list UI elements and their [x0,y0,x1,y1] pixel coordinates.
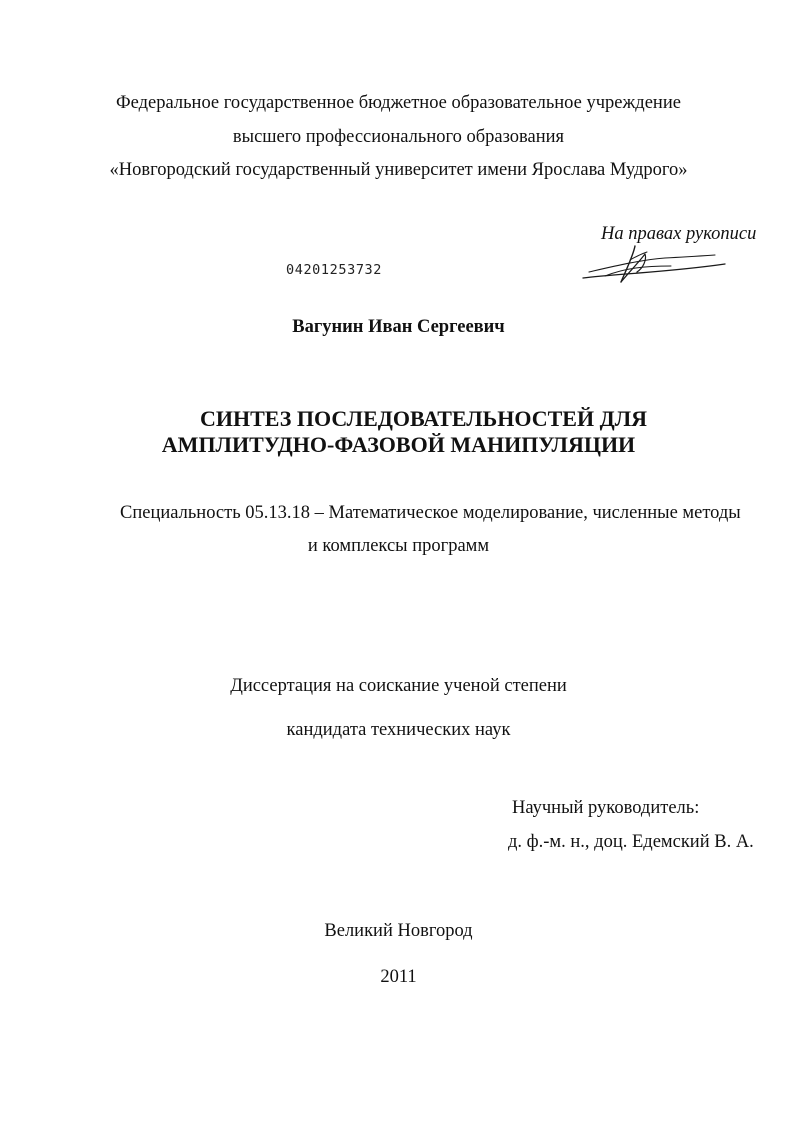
specialty-line-1: Специальность 05.13.18 – Математическое моделирование, численные методы [120,503,741,523]
degree-line-1: Диссертация на соискание ученой степени [230,676,567,696]
title-line-1: СИНТЕЗ ПОСЛЕДОВАТЕЛЬНОСТЕЙ ДЛЯ [200,406,647,431]
title-line-2: АМПЛИТУДНО-ФАЗОВОЙ МАНИПУЛЯЦИИ [161,432,636,457]
author-name: Вагунин Иван Сергеевич [292,317,505,337]
degree-line-2: кандидата технических наук [286,720,511,740]
institution-line-2: высшего профессионального образования [232,127,565,147]
institution-line-3: «Новгородский государственный университет имени Ярослава Мудрого» [109,160,688,180]
manuscript-note: На правах рукописи [601,224,757,244]
supervisor-label: Научный руководитель: [512,798,700,818]
institution-line-1: Федеральное государственное бюджетное образовательное учреждение [116,93,681,113]
handwritten-signature [575,238,735,288]
city: Великий Новгород [324,921,473,941]
specialty-line-2: и комплексы программ [307,536,490,556]
year: 2011 [380,967,417,987]
archive-number: 04201253732 [286,262,383,278]
supervisor-name: д. ф.-м. н., доц. Едемский В. А. [508,832,754,852]
